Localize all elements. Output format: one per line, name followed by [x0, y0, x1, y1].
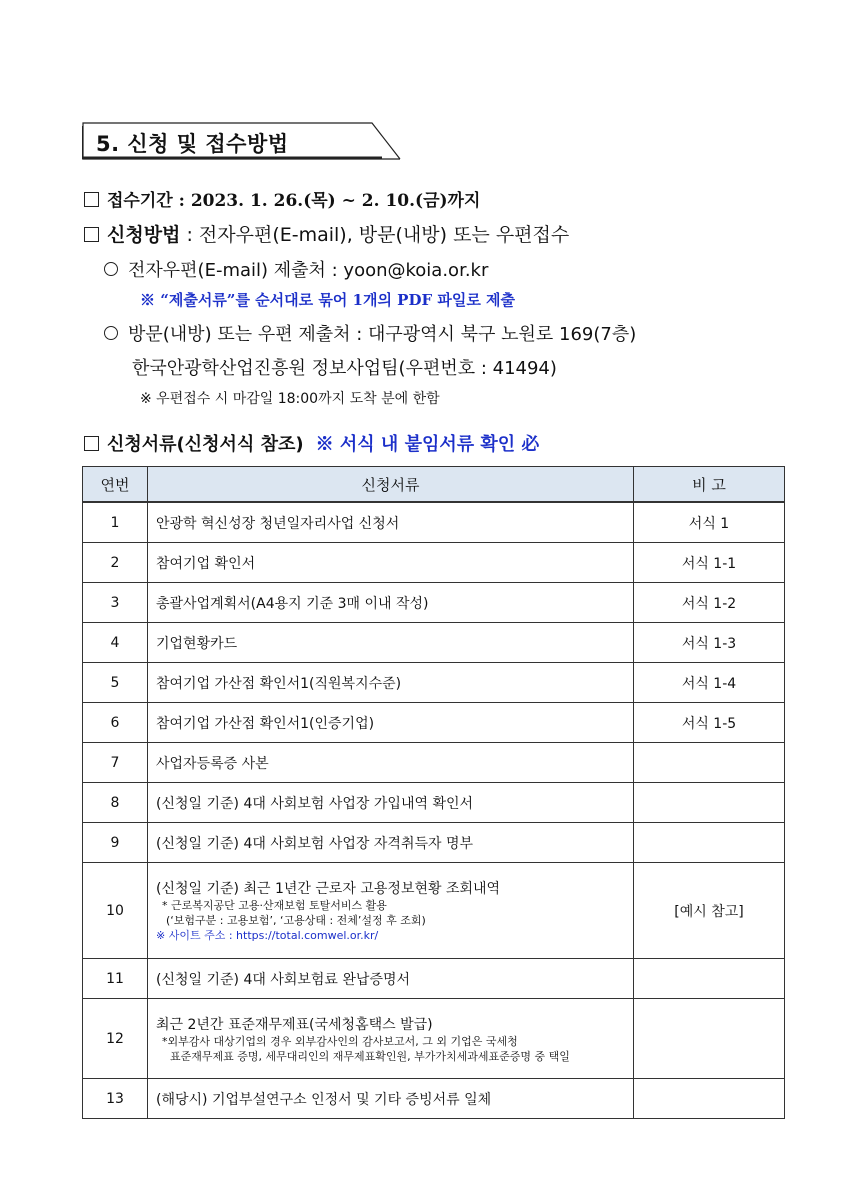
row-document-title: 최근 2년간 표준재무제표(국세청홈택스 발급)	[156, 1016, 433, 1033]
row-document-sub: * 근로복지공단 고용·산재보험 토탈서비스 활용	[162, 899, 387, 912]
row-remark	[634, 743, 785, 783]
email-text: 전자우편(E-mail) 제출처 : yoon@koia.or.kr	[128, 260, 489, 281]
row-no: 7	[83, 743, 148, 783]
row-remark: 서식 1-1	[634, 543, 785, 583]
table-header-row	[83, 467, 785, 503]
org-line: 한국안광학산업진흥원 정보사업팀(우편번호 : 41494)	[132, 358, 557, 379]
table-row	[83, 583, 785, 623]
row-document: 참여기업 가산점 확인서1(직원복지수준)	[148, 663, 634, 703]
row-remark: 서식 1	[634, 502, 785, 543]
table-row	[83, 863, 785, 959]
method-label: 신청방법	[107, 224, 181, 246]
row-no: 8	[83, 783, 148, 823]
period-value: : 2023. 1. 26.(목) ~ 2. 10.(금)까지	[172, 191, 481, 211]
table-row	[83, 623, 785, 663]
row-document-sub: *외부감사 대상기업의 경우 외부감사인의 감사보고서, 그 외 기업은 국세청	[162, 1034, 518, 1048]
row-document: 참여기업 가산점 확인서1(인증기업)	[148, 703, 634, 743]
row-document-sub: (‘보험구분 : 고용보험’, ‘고용상태 : 전체’설정 후 조회)	[166, 914, 426, 927]
row-document: 안광학 혁신성장 청년일자리사업 신청서	[148, 502, 634, 543]
mail-deadline-note: ※ 우편접수 시 마감일 18:00까지 도착 분에 한함	[140, 391, 440, 407]
table-row	[83, 783, 785, 823]
table-row	[83, 743, 785, 783]
period-line	[84, 186, 480, 211]
table-row	[83, 502, 785, 543]
table-row	[83, 543, 785, 583]
row-no: 13	[83, 1079, 148, 1119]
row-remark	[634, 783, 785, 823]
table-row	[83, 823, 785, 863]
method-line	[84, 220, 569, 247]
row-document: 총괄사업계획서(A4용지 기준 3매 이내 작성)	[148, 583, 634, 623]
row-document: 사업자등록증 사본	[148, 743, 634, 783]
row-remark: 서식 1-2	[634, 583, 785, 623]
row-document	[148, 999, 634, 1079]
row-no: 11	[83, 959, 148, 999]
table-row	[83, 1079, 785, 1119]
circle-bullet-icon	[104, 262, 118, 276]
visit-text: 방문(내방) 또는 우편 제출처 : 대구광역시 북구 노원로 169(7층)	[128, 324, 637, 345]
row-remark	[634, 999, 785, 1079]
row-remark: 서식 1-3	[634, 623, 785, 663]
row-no: 4	[83, 623, 148, 663]
pdf-note: ※ “제출서류”를 순서대로 묶어 1개의 PDF 파일로 제출	[140, 291, 516, 309]
row-remark: 서식 1-5	[634, 703, 785, 743]
visit-line	[104, 320, 636, 346]
docs-heading	[84, 430, 539, 456]
row-document: (신청일 기준) 4대 사회보험 사업장 가입내역 확인서	[148, 783, 634, 823]
checkbox-square-icon	[84, 192, 99, 207]
header-no: 연번	[83, 467, 148, 503]
row-remark	[634, 959, 785, 999]
documents-table	[82, 466, 785, 1119]
period-label: 접수기간	[107, 191, 173, 211]
row-document	[148, 863, 634, 959]
section-title-box	[82, 122, 402, 160]
row-document: (신청일 기준) 4대 사회보험 사업장 자격취득자 명부	[148, 823, 634, 863]
row-remark: 서식 1-4	[634, 663, 785, 703]
row-no: 3	[83, 583, 148, 623]
section-title: 5. 신청 및 접수방법	[96, 132, 289, 156]
row-remark	[634, 1079, 785, 1119]
checkbox-square-icon	[84, 436, 99, 451]
row-no: 9	[83, 823, 148, 863]
row-no: 10	[83, 863, 148, 959]
method-value: : 전자우편(E-mail), 방문(내방) 또는 우편접수	[180, 224, 570, 246]
row-remark: [예시 참고]	[634, 863, 785, 959]
header-remark: 비 고	[634, 467, 785, 503]
table-row	[83, 703, 785, 743]
table-row	[83, 663, 785, 703]
row-document: 참여기업 확인서	[148, 543, 634, 583]
row-document: (신청일 기준) 4대 사회보험료 완납증명서	[148, 959, 634, 999]
row-document: 기업현황카드	[148, 623, 634, 663]
circle-bullet-icon	[104, 326, 118, 340]
docs-heading-note: ※ 서식 내 붙임서류 확인 必	[315, 434, 540, 455]
table-row	[83, 959, 785, 999]
checkbox-square-icon	[84, 227, 99, 242]
docs-heading-label: 신청서류(신청서식 참조)	[107, 434, 304, 455]
row-no: 2	[83, 543, 148, 583]
row-no: 6	[83, 703, 148, 743]
row-document-title: (신청일 기준) 최근 1년간 근로자 고용정보현황 조회내역	[156, 881, 501, 897]
email-line	[104, 256, 488, 282]
site-url-note: ※ 사이트 주소 : https://total.comwel.or.kr/	[156, 929, 379, 942]
header-document: 신청서류	[148, 467, 634, 503]
row-document-sub: 표준재무제표 증명, 세무대리인의 재무제표확인원, 부가가치세과세표준증명 중 택일	[170, 1049, 570, 1063]
table-row	[83, 999, 785, 1079]
row-no: 1	[83, 502, 148, 543]
row-no: 12	[83, 999, 148, 1079]
row-remark	[634, 823, 785, 863]
row-no: 5	[83, 663, 148, 703]
row-document: (해당시) 기업부설연구소 인정서 및 기타 증빙서류 일체	[148, 1079, 634, 1119]
